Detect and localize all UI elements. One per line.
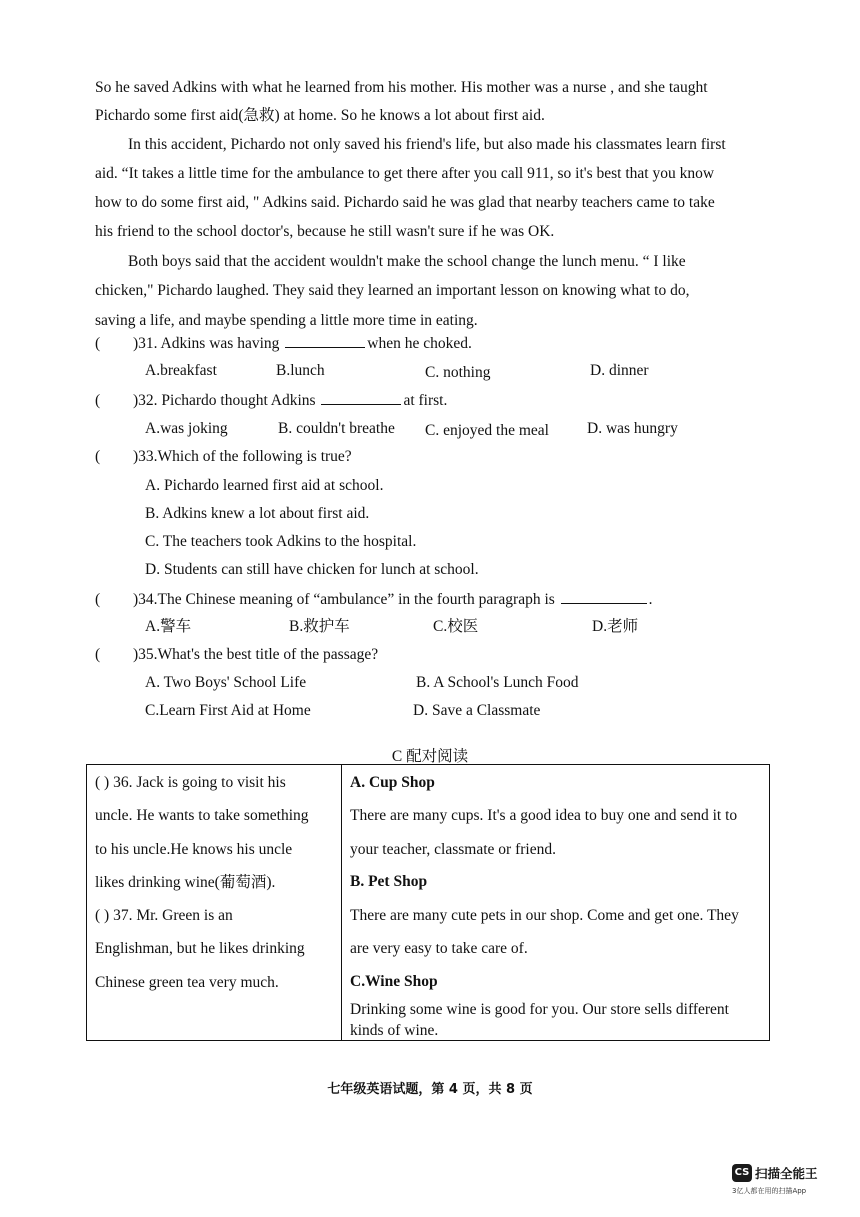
question-32 — [95, 390, 447, 411]
question-33-stem: )33.Which of the following is true? — [133, 448, 352, 465]
option-b: B. A School's Lunch Food — [416, 674, 579, 691]
shop-b-line: are very easy to take care of. — [350, 940, 528, 957]
passage-line: saving a life, and maybe spending a little more time in eating. — [95, 312, 478, 329]
option-c: C. nothing — [425, 364, 491, 381]
question-32-stem: )32. Pichardo thought Adkins — [133, 392, 316, 409]
option-b: B. couldn't breathe — [278, 420, 395, 437]
passage-line: Both boys said that the accident wouldn't make the school change the lunch menu. “ I like — [128, 253, 686, 270]
shop-a-line: There are many cups. It's a good idea to buy one and send it to — [350, 807, 738, 824]
answer-paren: ( — [95, 392, 101, 409]
passage-line: how to do some first aid, " Adkins said. Pichardo said he was glad that nearby teachers came to take — [95, 194, 715, 211]
passage-line: chicken," Pichardo laughed. They said they learned an important lesson on knowing what to do, — [95, 282, 690, 299]
question-34-stem-end: . — [648, 591, 653, 608]
answer-paren: ( — [95, 646, 101, 663]
passage-line: Pichardo some first aid(急救) at home. So he knows a lot about first aid. — [95, 107, 545, 124]
answer-blank — [285, 333, 365, 348]
answer-paren: ( — [95, 335, 101, 352]
question-36-line: likes drinking wine(葡萄酒). — [95, 874, 276, 891]
question-34 — [95, 589, 653, 610]
table-divider — [341, 765, 342, 1040]
watermark-name: 扫描全能王 — [755, 1166, 818, 1182]
option-a: A. Pichardo learned first aid at school. — [145, 477, 384, 494]
section-c-title: C 配对阅读 — [391, 748, 469, 765]
option-d: D.老师 — [592, 618, 639, 635]
matching-table — [86, 764, 770, 1041]
watermark-tagline: 3亿人都在用的扫描App — [732, 1187, 807, 1195]
passage-line: In this accident, Pichardo not only saved his friend's life, but also made his classmates learn first — [128, 136, 726, 153]
option-d: D. Students can still have chicken for lunch at school. — [145, 561, 479, 578]
option-d: D. was hungry — [587, 420, 678, 437]
question-36-line: uncle. He wants to take something — [95, 807, 309, 824]
shop-c-title: C.Wine Shop — [350, 973, 438, 990]
option-a: A.was joking — [145, 420, 228, 437]
shop-b-line: There are many cute pets in our shop. Come and get one. They — [350, 907, 739, 924]
option-d: D. Save a Classmate — [413, 702, 541, 719]
option-b: B.lunch — [276, 362, 325, 379]
shop-a-line: your teacher, classmate or friend. — [350, 841, 556, 858]
question-36-line: to his uncle.He knows his uncle — [95, 841, 293, 858]
shop-c-line: kinds of wine. — [350, 1022, 439, 1039]
question-37-line: ( ) 37. Mr. Green is an — [95, 907, 233, 924]
question-37-line: Englishman, but he likes drinking — [95, 940, 305, 957]
question-31-stem: )31. Adkins was having — [133, 335, 280, 352]
passage-line: his friend to the school doctor's, because he still wasn't sure if he was OK. — [95, 223, 555, 240]
question-37-line: Chinese green tea very much. — [95, 974, 279, 991]
question-31-stem-end: when he choked. — [367, 335, 472, 352]
option-c: C. enjoyed the meal — [425, 422, 549, 439]
answer-blank — [561, 589, 647, 604]
question-31 — [95, 333, 472, 354]
question-33 — [95, 447, 352, 467]
shop-c-line: Drinking some wine is good for you. Our store sells different — [350, 1001, 729, 1018]
question-36-line: ( ) 36. Jack is going to visit his — [95, 774, 286, 791]
option-a: A.警车 — [145, 618, 192, 635]
answer-paren: ( — [95, 448, 101, 465]
option-a: A.breakfast — [145, 362, 217, 379]
question-34-stem: )34.The Chinese meaning of “ambulance” in the fourth paragraph is — [133, 591, 555, 608]
shop-b-title: B. Pet Shop — [350, 873, 428, 890]
option-b: B. Adkins knew a lot about first aid. — [145, 505, 370, 522]
camscanner-logo-icon: CS — [732, 1164, 752, 1182]
option-b: B.救护车 — [289, 618, 350, 635]
answer-paren: ( — [95, 591, 101, 608]
option-c: C.Learn First Aid at Home — [145, 702, 311, 719]
scanner-watermark — [732, 1164, 832, 1195]
question-35 — [95, 645, 378, 665]
option-c: C.校医 — [433, 618, 479, 635]
passage-line: aid. “It takes a little time for the ambulance to get there after you call 911, so it's best that you know — [95, 165, 715, 182]
option-c: C. The teachers took Adkins to the hospital. — [145, 533, 417, 550]
answer-blank — [321, 390, 401, 405]
page-footer: 七年级英语试题，第 4 页，共 8 页 — [327, 1082, 533, 1097]
option-d: D. dinner — [590, 362, 649, 379]
question-35-stem: )35.What's the best title of the passage? — [133, 646, 379, 663]
shop-a-title: A. Cup Shop — [350, 774, 435, 791]
passage-line: So he saved Adkins with what he learned from his mother. His mother was a nurse , and she taught — [95, 79, 708, 96]
option-a: A. Two Boys' School Life — [145, 674, 307, 691]
question-32-stem-end: at first. — [403, 392, 448, 409]
